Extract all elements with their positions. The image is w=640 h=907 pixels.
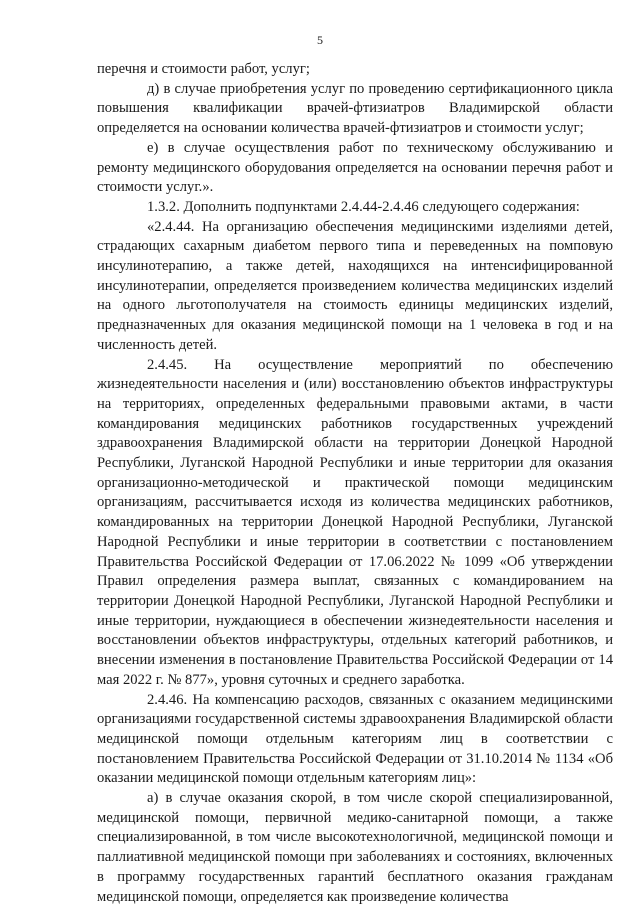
- paragraph-2-4-46: 2.4.46. На компенсацию расходов, связанных с оказанием медицинскими организациями государственной системы здравоохранения Владимирской области медицинской помощи отдельным категориям лиц в соответствии с постановлением Правительства Российской Федерации от 31.10.2014 № 1134 «Об оказании медицинской помощи отдельным категориям лиц»:: [97, 691, 613, 787]
- paragraph-2-4-44: «2.4.44. На организацию обеспечения медицинскими изделиями детей, страдающих сахарным диабетом первого типа и переведенных на помповую инсулинотерапию, а также детей, находящихся на интенсифицированной инсулинотерапии, определяется произведением количества медицинских изделий на одного льготополучателя на стоимость единицы медицинских изделий, предназначенных для оказания медицинской помощи на 1 человека в год и на численность детей.: [97, 218, 613, 353]
- paragraph-item-a: а) в случае оказания скорой, в том числе скорой специализированной, медицинской помощи, первичной медико-санитарной помощи, а также специализированной, в том числе высокотехнологичной, медицинской помощи и паллиативной медицинской помощи при заболеваниях и состояниях, включенных в программу государственных гарантий бесплатного оказания гражданам медицинской помощи, определяется как произведение количества: [97, 790, 613, 905]
- paragraph-1-3-2: 1.3.2. Дополнить подпунктами 2.4.44-2.4.46 следующего содержания:: [147, 198, 580, 215]
- document-body: [97, 60, 613, 907]
- paragraph-works-list-end: перечня и стоимости работ, услуг;: [97, 61, 310, 77]
- paragraph-item-d: д) в случае приобретения услуг по проведению сертификационного цикла повышения квалификации врачей-фтизиатров Владимирской области определяется на основании количества врачей-фтизиатров и стоимости услуг;: [97, 80, 613, 137]
- paragraph-2-4-45: 2.4.45. На осуществление мероприятий по обеспечению жизнедеятельности населения и (или) восстановлению объектов инфраструктуры на территориях, определенных федеральными правовыми актами, в части командирования медицинских работников государственных учреждений здравоохранения Владимирской области на территории Донецкой Народной Республики, Луганской Народной Республики и иные территории для оказания организационно-методической и практической помощи медицинским организациям, рассчитывается исходя из количества медицинских работников, командированных на территории Донецкой Народной Республики, Луганской Народной Республики и иные территории в соответствии с постановлением Правительства Российской Федерации от 17.06.2022 № 1099 «Об утверждении Правил определения размера выплат, связанных с командированием на территории Донецкой Народной Республики, Луганской Народной Республики и иные территории, нуждающиеся в обеспечении жизнедеятельности населения и восстановлении объектов инфраструктуры, отдельных категорий работников, и внесении изменения в постановление Правительства Российской Федерации от 14 мая 2022 г. № 877», уровня суточных и среднего заработка.: [97, 356, 613, 688]
- paragraph-item-e: е) в случае осуществления работ по техническому обслуживанию и ремонту медицинского оборудования определяется на основании перечня работ и стоимости услуг.».: [97, 139, 613, 196]
- page-number: 5: [317, 33, 323, 47]
